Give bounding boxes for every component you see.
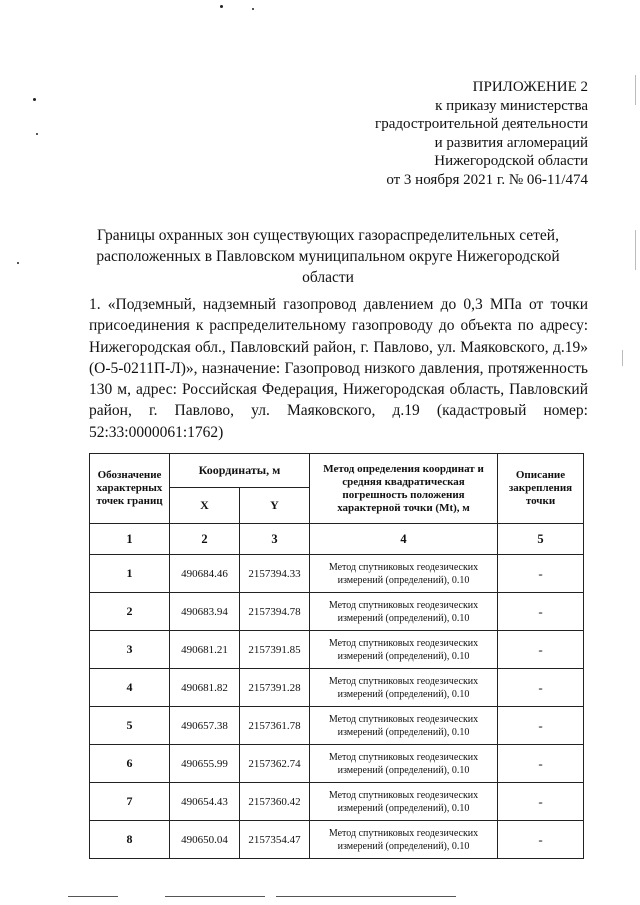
header-point: Обозначение характерных точек границ <box>90 454 170 524</box>
y-coordinate: 2157394.78 <box>240 593 310 631</box>
y-coordinate: 2157354.47 <box>240 821 310 859</box>
point-description: - <box>498 555 584 593</box>
method-text: Метод спутниковых геодезических измерений (определений), 0.10 <box>310 707 498 745</box>
header-description: Описание закрепления точки <box>498 454 584 524</box>
table-row <box>90 745 584 783</box>
method-text: Метод спутниковых геодезических измерений (определений), 0.10 <box>310 783 498 821</box>
point-number: 8 <box>90 821 170 859</box>
x-coordinate: 490681.21 <box>170 631 240 669</box>
scan-speck <box>17 262 19 264</box>
scan-edge-line <box>635 75 636 105</box>
column-number: 1 <box>90 524 170 555</box>
scan-speck <box>33 98 36 101</box>
point-description: - <box>498 745 584 783</box>
y-coordinate: 2157391.28 <box>240 669 310 707</box>
y-coordinate: 2157394.33 <box>240 555 310 593</box>
y-coordinate: 2157361.78 <box>240 707 310 745</box>
point-number: 1 <box>90 555 170 593</box>
table-row <box>90 555 584 593</box>
point-number: 6 <box>90 745 170 783</box>
column-number: 2 <box>170 524 240 555</box>
column-number: 3 <box>240 524 310 555</box>
table-row <box>90 593 584 631</box>
header-method: Метод определения координат и средняя квадратическая погрешность положения характерной точки (Mt), м <box>310 454 498 524</box>
method-text: Метод спутниковых геодезических измерений (определений), 0.10 <box>310 745 498 783</box>
method-text: Метод спутниковых геодезических измерений (определений), 0.10 <box>310 555 498 593</box>
y-coordinate: 2157362.74 <box>240 745 310 783</box>
header-coords: Координаты, м <box>170 454 310 488</box>
point-description: - <box>498 593 584 631</box>
scan-speck <box>252 8 254 10</box>
x-coordinate: 490684.46 <box>170 555 240 593</box>
appendix-line: к приказу министерства <box>435 97 588 114</box>
table-row <box>90 707 584 745</box>
scan-speck <box>220 5 223 8</box>
column-number: 5 <box>498 524 584 555</box>
appendix-header <box>288 78 588 189</box>
point-number: 3 <box>90 631 170 669</box>
appendix-line: Нижегородской области <box>434 153 588 169</box>
document-title: Границы охранных зон существующих газораспределительных сетей, расположенных в Павловском муниципальном округе Нижегородской области <box>96 227 560 286</box>
point-number: 4 <box>90 669 170 707</box>
point-description: - <box>498 821 584 859</box>
column-number: 4 <box>310 524 498 555</box>
scan-bottom-line <box>68 896 118 897</box>
x-coordinate: 490657.38 <box>170 707 240 745</box>
point-description: - <box>498 707 584 745</box>
coordinates-table <box>89 453 584 859</box>
method-text: Метод спутниковых геодезических измерений (определений), 0.10 <box>310 631 498 669</box>
scan-bottom-line <box>276 896 456 897</box>
header-x: X <box>170 488 240 524</box>
x-coordinate: 490655.99 <box>170 745 240 783</box>
point-number: 7 <box>90 783 170 821</box>
point-description: - <box>498 783 584 821</box>
table-row <box>90 631 584 669</box>
appendix-line: от 3 ноября 2021 г. № 06-11/474 <box>386 171 588 188</box>
scan-edge-line <box>635 230 636 270</box>
x-coordinate: 490654.43 <box>170 783 240 821</box>
y-coordinate: 2157391.85 <box>240 631 310 669</box>
point-description: - <box>498 669 584 707</box>
header-y: Y <box>240 488 310 524</box>
appendix-label: ПРИЛОЖЕНИЕ 2 <box>472 79 588 95</box>
appendix-line: градостроительной деятельности <box>375 116 588 132</box>
method-text: Метод спутниковых геодезических измерений (определений), 0.10 <box>310 669 498 707</box>
table-row <box>90 783 584 821</box>
x-coordinate: 490650.04 <box>170 821 240 859</box>
method-text: Метод спутниковых геодезических измерений (определений), 0.10 <box>310 821 498 859</box>
point-description: - <box>498 631 584 669</box>
point-number: 2 <box>90 593 170 631</box>
scan-bottom-line <box>165 896 265 897</box>
table-row <box>90 669 584 707</box>
appendix-line: и развития агломераций <box>434 134 588 151</box>
y-coordinate: 2157360.42 <box>240 783 310 821</box>
table-row <box>90 821 584 859</box>
scan-edge-line <box>622 350 623 366</box>
method-text: Метод спутниковых геодезических измерений (определений), 0.10 <box>310 593 498 631</box>
point-number: 5 <box>90 707 170 745</box>
x-coordinate: 490681.82 <box>170 669 240 707</box>
scan-speck <box>36 133 38 135</box>
object-description: 1. «Подземный, надземный газопровод давлением до 0,3 МПа от точки присоединения к распределительному газопроводу до объекта по адресу: Нижегородская обл., Павловский район, г. Павлово, ул. Маяковского, д.19» (О-5-0211П-Л)», назначение: Газопровод низкого давления, протяженность 130 м, адрес: Российская Федерация, Нижегородская область, Павловский район, г. Павлово, ул. Маяковского, д.19 (кадастровый номер: 52:33:0000061:1762) <box>89 296 588 441</box>
x-coordinate: 490683.94 <box>170 593 240 631</box>
